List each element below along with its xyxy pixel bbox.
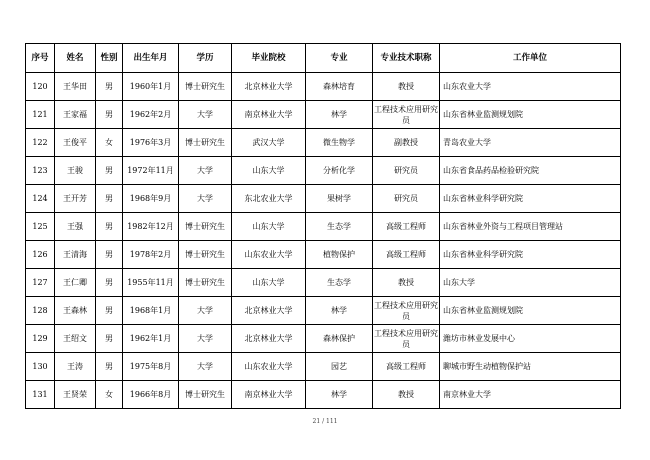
cell-unit: 山东省林业监测规划院	[440, 101, 621, 129]
cell-seq: 121	[26, 101, 55, 129]
cell-seq: 130	[26, 353, 55, 381]
cell-major: 森林保护	[306, 325, 373, 353]
table-row	[26, 297, 621, 325]
cell-education: 大学	[179, 157, 232, 185]
cell-seq: 129	[26, 325, 55, 353]
table-row	[26, 185, 621, 213]
cell-birth: 1962年2月	[123, 101, 179, 129]
cell-gender: 男	[96, 325, 123, 353]
cell-education: 博士研究生	[179, 213, 232, 241]
cell-education: 大学	[179, 353, 232, 381]
cell-birth: 1966年8月	[123, 381, 179, 409]
cell-name: 王俊平	[55, 129, 96, 157]
cell-title: 教授	[373, 381, 440, 409]
table-row	[26, 241, 621, 269]
cell-unit: 山东大学	[440, 269, 621, 297]
header-school: 毕业院校	[232, 44, 306, 73]
cell-gender: 男	[96, 157, 123, 185]
cell-seq: 123	[26, 157, 55, 185]
cell-name: 王强	[55, 213, 96, 241]
cell-education: 大学	[179, 185, 232, 213]
header-title: 专业技术职称	[373, 44, 440, 73]
cell-school: 山东大学	[232, 213, 306, 241]
cell-major: 生态学	[306, 269, 373, 297]
cell-title: 高级工程师	[373, 353, 440, 381]
cell-unit: 山东省林业科学研究院	[440, 185, 621, 213]
cell-school: 南京林业大学	[232, 381, 306, 409]
cell-seq: 124	[26, 185, 55, 213]
cell-major: 生态学	[306, 213, 373, 241]
expert-roster-table	[25, 43, 621, 409]
cell-unit: 青岛农业大学	[440, 129, 621, 157]
cell-school: 山东大学	[232, 269, 306, 297]
cell-school: 东北农业大学	[232, 185, 306, 213]
cell-birth: 1968年9月	[123, 185, 179, 213]
table-header-row	[26, 44, 621, 73]
cell-title: 副教授	[373, 129, 440, 157]
cell-gender: 女	[96, 129, 123, 157]
table-row	[26, 213, 621, 241]
cell-title: 高级工程师	[373, 241, 440, 269]
cell-birth: 1968年1月	[123, 297, 179, 325]
cell-birth: 1978年2月	[123, 241, 179, 269]
cell-major: 林学	[306, 381, 373, 409]
cell-title: 工程技术应用研究员	[373, 297, 440, 325]
cell-seq: 126	[26, 241, 55, 269]
cell-gender: 女	[96, 381, 123, 409]
cell-birth: 1960年1月	[123, 73, 179, 101]
cell-major: 植物保护	[306, 241, 373, 269]
cell-major: 果树学	[306, 185, 373, 213]
cell-seq: 128	[26, 297, 55, 325]
cell-gender: 男	[96, 101, 123, 129]
cell-birth: 1972年11月	[123, 157, 179, 185]
cell-education: 博士研究生	[179, 381, 232, 409]
header-education: 学历	[179, 44, 232, 73]
cell-unit: 南京林业大学	[440, 381, 621, 409]
cell-birth: 1955年11月	[123, 269, 179, 297]
cell-major: 林学	[306, 101, 373, 129]
cell-unit: 山东省林业科学研究院	[440, 241, 621, 269]
header-birth: 出生年月	[123, 44, 179, 73]
cell-major: 微生物学	[306, 129, 373, 157]
cell-major: 分析化学	[306, 157, 373, 185]
cell-gender: 男	[96, 73, 123, 101]
table-row	[26, 157, 621, 185]
cell-seq: 122	[26, 129, 55, 157]
cell-seq: 120	[26, 73, 55, 101]
cell-name: 王涛	[55, 353, 96, 381]
cell-unit: 山东省林业监测规划院	[440, 297, 621, 325]
table-body	[26, 73, 621, 409]
cell-education: 博士研究生	[179, 269, 232, 297]
document-sheet	[25, 43, 620, 409]
header-name: 姓名	[55, 44, 96, 73]
cell-name: 王绍文	[55, 325, 96, 353]
cell-gender: 男	[96, 269, 123, 297]
cell-school: 北京林业大学	[232, 297, 306, 325]
cell-seq: 125	[26, 213, 55, 241]
cell-school: 山东大学	[232, 157, 306, 185]
cell-gender: 男	[96, 213, 123, 241]
cell-title: 教授	[373, 73, 440, 101]
table-row	[26, 73, 621, 101]
table-row	[26, 325, 621, 353]
cell-birth: 1962年1月	[123, 325, 179, 353]
cell-title: 教授	[373, 269, 440, 297]
table-row	[26, 381, 621, 409]
cell-education: 博士研究生	[179, 129, 232, 157]
cell-education: 博士研究生	[179, 241, 232, 269]
cell-birth: 1975年8月	[123, 353, 179, 381]
cell-school: 北京林业大学	[232, 325, 306, 353]
cell-major: 森林培育	[306, 73, 373, 101]
header-gender: 性别	[96, 44, 123, 73]
cell-major: 园艺	[306, 353, 373, 381]
cell-unit: 潍坊市林业发展中心	[440, 325, 621, 353]
cell-seq: 131	[26, 381, 55, 409]
cell-school: 山东农业大学	[232, 353, 306, 381]
cell-gender: 男	[96, 353, 123, 381]
cell-title: 工程技术应用研究员	[373, 325, 440, 353]
header-major: 专业	[306, 44, 373, 73]
cell-gender: 男	[96, 241, 123, 269]
cell-education: 大学	[179, 325, 232, 353]
cell-unit: 山东省林业外资与工程项目管理站	[440, 213, 621, 241]
cell-education: 大学	[179, 297, 232, 325]
cell-name: 王骏	[55, 157, 96, 185]
cell-unit: 山东农业大学	[440, 73, 621, 101]
cell-school: 武汉大学	[232, 129, 306, 157]
cell-education: 大学	[179, 101, 232, 129]
cell-education: 博士研究生	[179, 73, 232, 101]
page-number: 21 / 111	[312, 418, 338, 425]
table-row	[26, 101, 621, 129]
cell-name: 王家福	[55, 101, 96, 129]
cell-school: 北京林业大学	[232, 73, 306, 101]
cell-title: 研究员	[373, 157, 440, 185]
cell-name: 王森林	[55, 297, 96, 325]
cell-birth: 1982年12月	[123, 213, 179, 241]
cell-name: 王华田	[55, 73, 96, 101]
cell-name: 王仁卿	[55, 269, 96, 297]
header-seq: 序号	[26, 44, 55, 73]
cell-name: 王开芳	[55, 185, 96, 213]
cell-gender: 男	[96, 185, 123, 213]
cell-title: 工程技术应用研究员	[373, 101, 440, 129]
cell-name: 王贤荣	[55, 381, 96, 409]
cell-name: 王清海	[55, 241, 96, 269]
cell-title: 高级工程师	[373, 213, 440, 241]
cell-school: 南京林业大学	[232, 101, 306, 129]
cell-birth: 1976年3月	[123, 129, 179, 157]
cell-school: 山东农业大学	[232, 241, 306, 269]
table-row	[26, 353, 621, 381]
table-row	[26, 269, 621, 297]
cell-major: 林学	[306, 297, 373, 325]
table-row	[26, 129, 621, 157]
cell-unit: 聊城市野生动植物保护站	[440, 353, 621, 381]
cell-unit: 山东省食品药品检验研究院	[440, 157, 621, 185]
cell-title: 研究员	[373, 185, 440, 213]
cell-seq: 127	[26, 269, 55, 297]
header-unit: 工作单位	[440, 44, 621, 73]
cell-gender: 男	[96, 297, 123, 325]
